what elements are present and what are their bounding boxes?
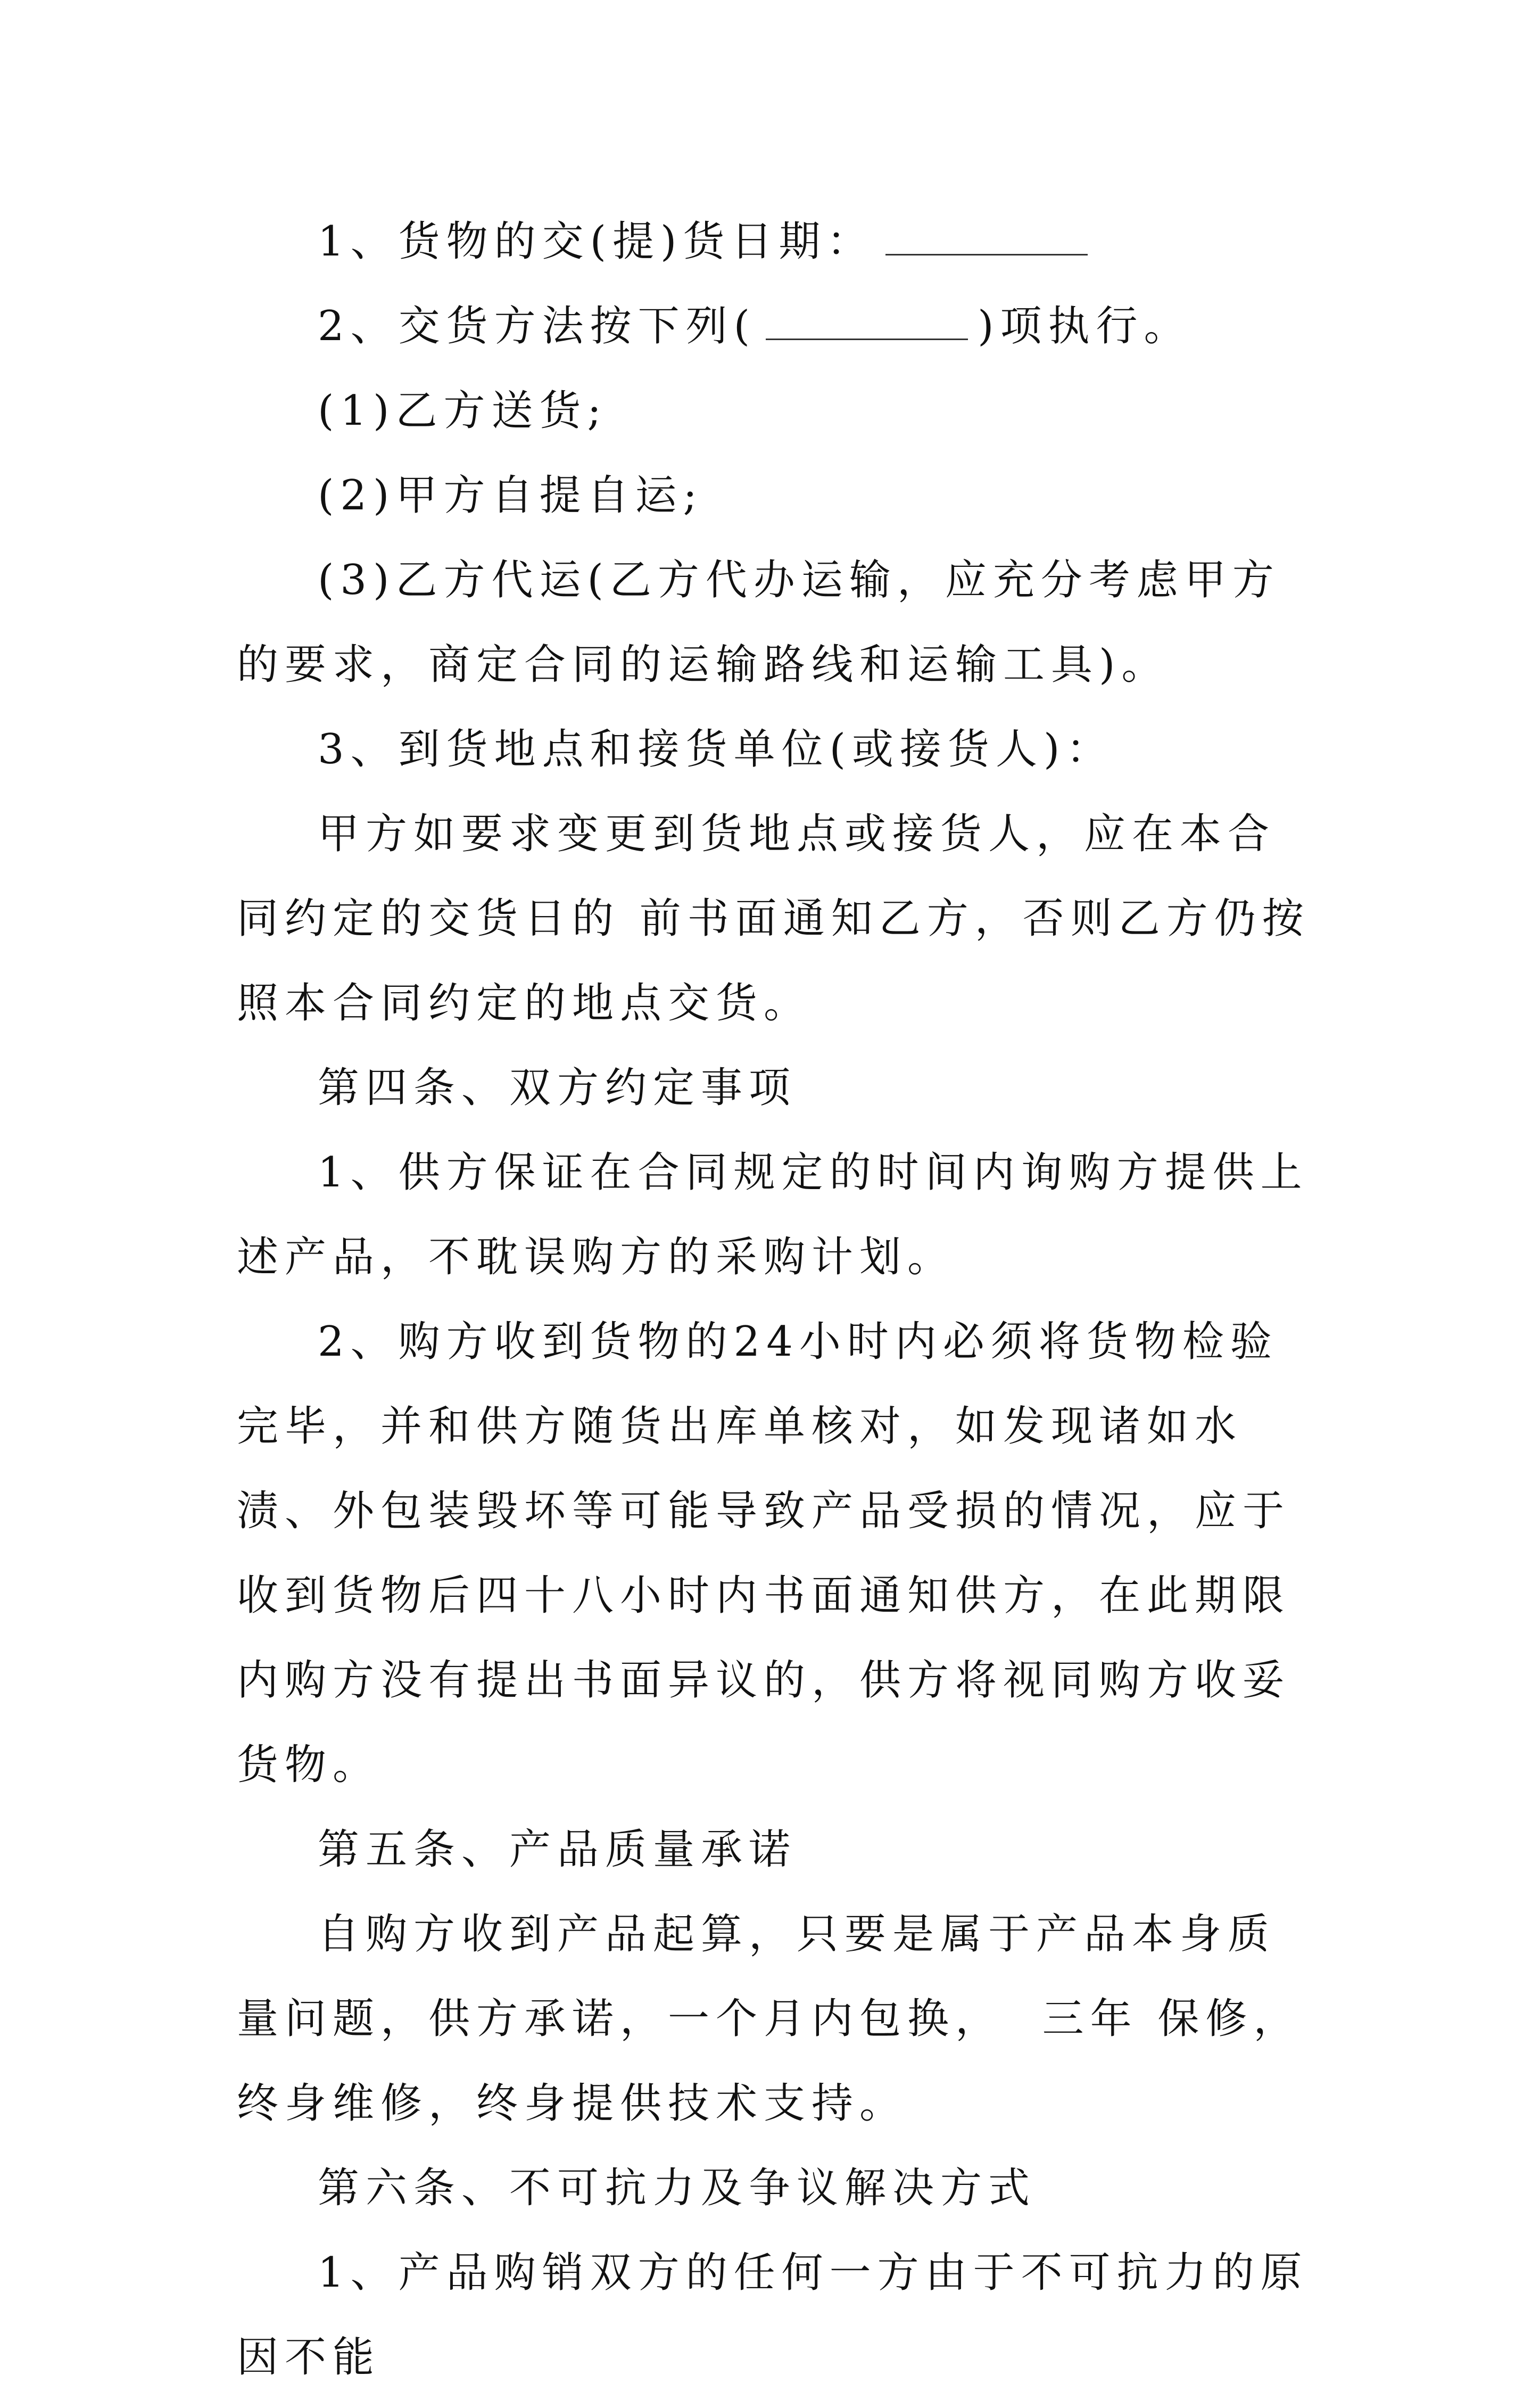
- paragraph-article-4-item-1: 1、供方保证在合同规定的时间内询购方提供上述产品，不耽误购方的采购计划。: [237, 1149, 1309, 1281]
- delivery-date-label: 1、货物的交(提)货日期：: [318, 218, 875, 266]
- delivery-method-post: )项执行。: [978, 302, 1192, 350]
- delivery-method-pre: 2、交货方法按下列(: [318, 302, 757, 350]
- paragraph-delivery-method: [237, 284, 1312, 369]
- section-heading-article-6: 第六条、不可抗力及争议解决方式: [318, 2164, 1037, 2212]
- section-heading-article-4: 第四条、双方约定事项: [318, 1064, 797, 1112]
- delivery-method-blank: [766, 306, 968, 340]
- contract-body: [237, 200, 1312, 2400]
- option-2: (2)甲方自提自运;: [318, 472, 703, 519]
- paragraph-quality-commitment: 自购方收到产品起算，只要是属于产品本身质量问题，供方承诺，一个月内包换， 三年 保修，终身维修，终身提供技术支持。: [237, 1910, 1302, 2127]
- paragraph-article-6-item-1: 1、产品购销双方的任何一方由于不可抗力的原因不能: [237, 2249, 1309, 2381]
- delivery-date-blank: [885, 221, 1088, 255]
- paragraph-delivery-location: 3、到货地点和接货单位(或接货人)：: [318, 725, 1114, 773]
- paragraph-delivery-date: [237, 200, 1312, 284]
- option-3: (3)乙方代运(乙方代办运输，应充分考虑甲方的要求，商定合同的运输路线和运输工具)。: [237, 556, 1280, 689]
- section-heading-article-5: 第五条、产品质量承诺: [318, 1826, 797, 1874]
- option-1: (1)乙方送货;: [318, 387, 608, 435]
- paragraph-location-change: 甲方如要求变更到货地点或接货人，应在本合同约定的交货日的 前书面通知乙方，否则乙方仍按照本合同约定的地点交货。: [237, 810, 1310, 1027]
- paragraph-article-4-item-2: 2、购方收到货物的24小时内必须将货物检验完毕，并和供方随货出库单核对，如发现诸如水渍、外包装毁坏等可能导致产品受损的情况，应于收到货物后四十八小时内书面通知供方，在此期限内购方没有提出书面异议的，供方将视同购方收妥货物。: [237, 1318, 1291, 1789]
